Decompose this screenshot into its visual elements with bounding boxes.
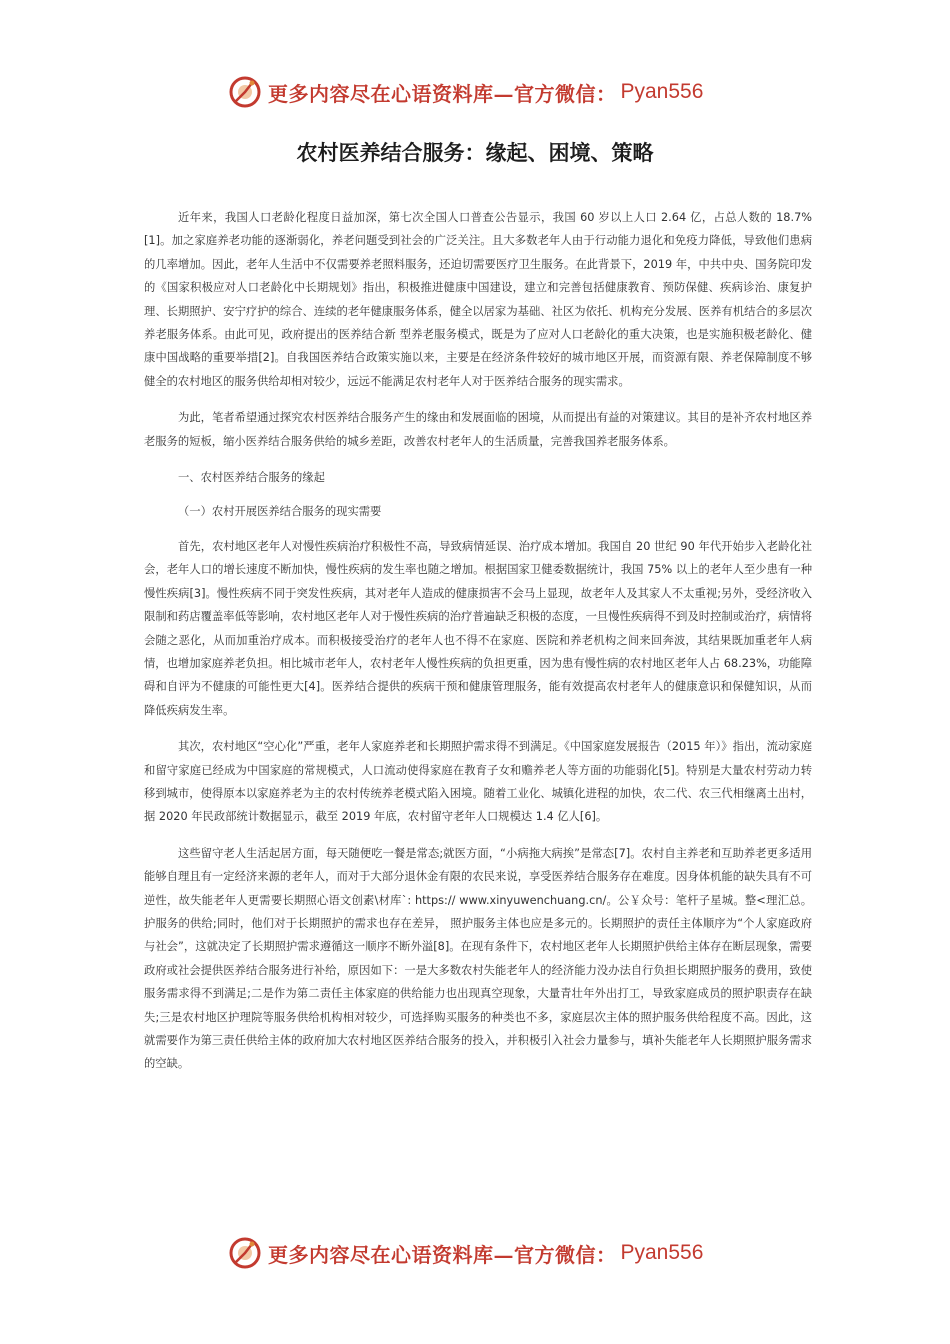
paragraph-third: 这些留守老人生活起居方面，每天随便吃一餐是常态;就医方面，“小病拖大病挨”是常态[7]。农村自主养老和互助养老更多适用能够自理且有一定经济来源的老年人，而对于大部分退休金有限的农民来说，享受医养结合服务存在难度。因身体机能的缺失具有不可逆性，故失能老年人更需要长期照心语文创素\材库`: https:// www.xinyuwenchuang.cn/。公￥众号：笔杆子星城。整<理汇总。护服务的供给;同时，他们对于长期照护的需求也存在差异， 照护服务主体也应是多元的。长期照护的责任主体顺序为“个人家庭政府与社会”，这就决定了长期照护需求遵循这一顺序不断外溢[8]。在现有条件下，农村地区老年人长期照护供给主体存在断层现象，需要政府或社会提供医养结合服务进行补给，原因如下：一是大多数农村失能老年人的经济能力没办法自行负担长期照护服务的费用，致使服务需求得不到满足;二是作为第二责任主体家庭的供给能力也出现真空现象，大量青壮年外出打工，导致家庭成员的照护职责存在缺失;三是农村地区护理院等服务供给机构相对较少，可选择购买服务的种类也不多，家庭层次主体的照护服务供给程度不高。因此，这就需要作为第三责任供给主体的政府加大农村地区医养结合服务的投入，并积极引入社会力量参与，填补失能老年人长期照护服务需求的空缺。 [144, 846, 812, 1071]
document-body [144, 206, 812, 1089]
section-heading: 一、农村医养结合服务的缘起 [178, 471, 325, 485]
paragraph-first: 首先，农村地区老年人对慢性疾病治疗积极性不高，导致病情延误、治疗成本增加。我国自 20 世纪 90 年代开始步入老龄化社会，老年人口的增长速度不断加快，慢性疾病的发生率也随之增加。根据国家卫健委数据统计，我国 75% 以上的老年人至少患有一种慢性疾病[3]。慢性疾病不同于突发性疾病，其对老年人造成的健康损害不会马上显现，故老年人及其家人不太重视;另外，受经济收入限制和药店覆盖率低等影响，农村地区老年人对于慢性疾病的治疗普遍缺乏积极的态度，一旦慢性疾病得不到及时控制或治疗，病情将会随之恶化，从而加重治疗成本。而积极接受治疗的老年人也不得不在家庭、医院和养老机构之间来回奔波，其结果既加重老年人病情，也增加家庭养老负担。相比城市老年人，农村老年人慢性疾病的负担更重，因为患有慢性病的农村地区老年人占 68.23%，功能障碍和自评为不健康的可能性更大[4]。医养结合提供的疾病干预和健康管理服务，能有效提高农村老年人的健康意识和保健知识，从而降低疾病发生率。 [144, 539, 812, 717]
brand-logo-icon [228, 75, 262, 109]
paragraph-purpose: 为此，笔者希望通过探究农村医养结合服务产生的缘由和发展面临的困境，从而提出有益的对策建议。其目的是补齐农村地区养老服务的短板，缩小医养结合服务供给的城乡差距，改善农村老年人的生活质量，完善我国养老服务体系。 [144, 411, 812, 448]
header-banner [228, 74, 748, 110]
paragraph-second: 其次，农村地区“空心化”严重，老年人家庭养老和长期照护需求得不到满足。《中国家庭发展报告（2015 年）》指出，流动家庭和留守家庭已经成为中国家庭的常规模式，人口流动使得家庭在教育子女和赡养老人等方面的功能弱化[5]。特别是大量农村劳动力转移到城市，使得原本以家庭养老为主的农村传统养老模式陷入困境。随着工业化、城镇化进程的加快，农二代、农三代相继离土出村，据 2020 年民政部统计数据显示，截至 2019 年底，农村留守老年人口规模达 1.4 亿人[6]。 [144, 740, 812, 824]
banner-text: 更多内容尽在心语资料库—官方微信： [268, 81, 617, 106]
document-title: 农村医养结合服务：缘起、困境、策略 [296, 141, 654, 165]
footer-banner [228, 1235, 748, 1271]
wechat-id: Pyan556 [620, 1241, 704, 1264]
paragraph-intro: 近年来，我国人口老龄化程度日益加深，第七次全国人口普查公告显示，我国 60 岁以上人口 2.64 亿，占总人数的 18.7%[1]。加之家庭养老功能的逐渐弱化，养老问题受到社会的广泛关注。且大多数老年人由于行动能力退化和免疫力降低，导致他们患病的几率增加。因此，老年人生活中不仅需要养老照料服务，还迫切需要医疗卫生服务。在此背景下，2019 年，中共中央、国务院印发的《国家积极应对人口老龄化中长期规划》指出，积极推进健康中国建设，建立和完善包括健康教育、预防保健、疾病诊治、康复护理、长期照护、安宁疗护的综合、连续的老年健康服务体系，健全以居家为基础、社区为依托、机构充分发展、医养有机结合的多层次养老服务体系。由此可见，政府提出的医养结合新 型养老服务模式，既是为了应对人口老龄化的重大决策，也是实施积极老龄化、健康中国战略的重要举措[2]。自我国医养结合政策实施以来，主要是在经济条件较好的城市地区开展，而资源有限、养老保障制度不够健全的农村地区的服务供给却相对较少，远远不能满足农村老年人对于医养结合服务的现实需求。 [144, 211, 812, 388]
brand-logo-icon [228, 1236, 262, 1270]
subsection-heading: （一）农村开展医养结合服务的现实需要 [178, 505, 382, 519]
wechat-id: Pyan556 [620, 80, 704, 103]
banner-text: 更多内容尽在心语资料库—官方微信： [268, 1242, 617, 1267]
